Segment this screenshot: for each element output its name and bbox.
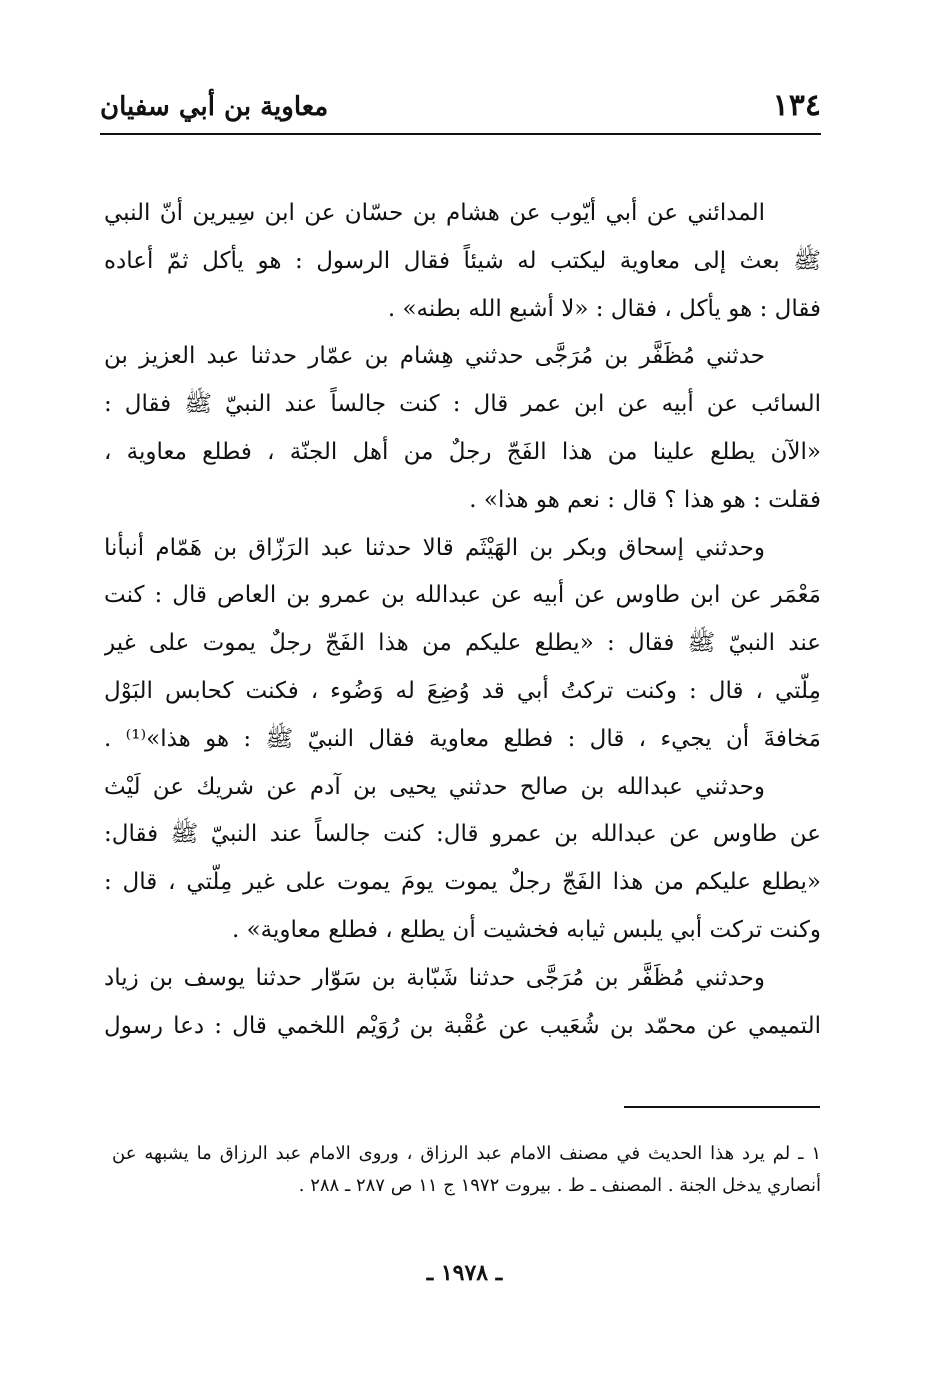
running-title: معاوية بن أبي سفيان [100,92,329,122]
footnote-line: ١ ـ لم يرد هذا الحديث في مصنف الامام عبد الرزاق ، وروى الامام عبد الرزاق ما يشبهه عن [112,1143,821,1164]
page-number: ١٣٤ [772,88,821,123]
text-line: المدائني عن أبي أيّوب عن هشام بن حسّان عن ابن سِيرين أنّ النبي [104,200,765,226]
text-line: السائب عن أبيه عن ابن عمر قال : كنت جالساً عند النبيّ ﷺ فقال : [104,391,821,418]
body-text [104,190,821,1050]
text-line: مَعْمَر عن ابن طاوس عن أبيه عن عبدالله بن عمرو بن العاص قال : كنت [104,582,821,609]
footnotes [112,1138,821,1202]
text-line: التميمي عن محمّد بن شُعَيب عن عُقْبة بن رُوَيْم اللخمي قال : دعا رسول [104,1012,821,1039]
text-line: عن طاوس عن عبدالله بن عمرو قال: كنت جالساً عند النبيّ ﷺ فقال: [104,821,821,848]
text-line: فقال : هو يأكل ، فقال : «لا أشبع الله بطنه» . [387,295,821,322]
text-line: وحدثني عبدالله بن صالح حدثني يحيى بن آدم عن شريك عن لَيْث [104,773,765,800]
footnote-line: أنصاري يدخل الجنة . المصنف ـ ط . بيروت ١٩٧٢ ج ١١ ص ٢٨٧ ـ ٢٨٨ . [298,1175,821,1196]
text-line: مِلّتي ، قال : وكنت تركتُ أبي قد وُضِعَ له وَضُوء ، فكنت كحابس البَوْل [104,677,821,704]
footnote-rule [624,1106,820,1108]
text-line: وحدثني مُظَفَّر بن مُرَجَّى حدثنا شَبّابة بن سَوّار حدثنا يوسف بن زياد [104,964,765,991]
text-line: عند النبيّ ﷺ فقال : «يطلع عليكم من هذا الفَجّ رجلٌ يموت على غير [104,630,821,657]
text-line: وكنت تركت أبي يلبس ثيابه فخشيت أن يطلع ، فطلع معاوية» . [231,916,821,943]
page-header [100,86,821,130]
text-line: مَخافةَ أن يجيء ، قال : فطلع معاوية فقال النبيّ ﷺ : هو هذا»⁽¹⁾ . [104,725,821,752]
folio-number: ـ ١٩٧٨ ـ [426,1260,503,1286]
text-line: «يطلع عليكم من هذا الفَجّ رجلٌ يموت يومَ يموت على غير مِلّتي ، قال : [104,869,821,896]
text-line: وحدثني إسحاق وبكر بن الهَيْثَم قالا حدثنا عبد الرَزّاق بن هَمّام أنبأنا [104,534,765,561]
text-line: فقلت : هو هذا ؟ قال : نعم هو هذا» . [469,486,821,513]
text-line: ﷺ بعث إلى معاوية ليكتب له شيئاً فقال الرسول : هو يأكل ثمّ أعاده [104,247,821,274]
header-rule [100,133,821,135]
text-line: «الآن يطلع علينا من هذا الفَجّ رجلٌ من أهل الجنّة ، فطلع معاوية ، [104,438,821,465]
text-line: حدثني مُظَفَّر بن مُرَجَّى حدثني هِشام بن عمّار حدثنا عبد العزيز بن [104,343,765,370]
